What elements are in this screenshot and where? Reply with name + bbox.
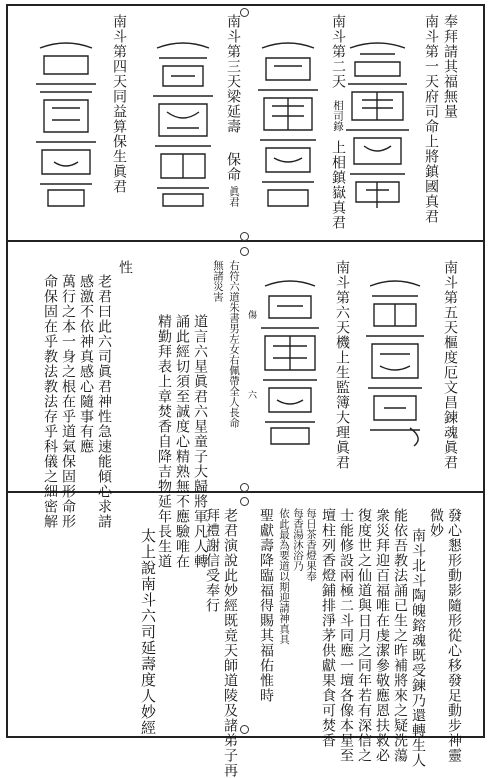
star-annot-2: 相司錄	[332, 100, 344, 132]
star-title-1: 南斗第一天府司命上將鎮國真君	[423, 14, 439, 224]
body-line: 老君演說此妙經既竟天師道陵及諸弟子再	[222, 508, 238, 778]
small-note: 依此最為要道以期迎請神真具	[278, 508, 290, 645]
star-title-2b: 上相鎮嶽真君	[330, 140, 346, 230]
talisman-1	[340, 40, 415, 210]
talisman-instruction: 右符六道朱書男左女右佩帶全人長命	[228, 260, 240, 428]
star-title-6: 南斗第六天機上生監簿大理眞君	[334, 260, 350, 470]
fold-mark	[240, 247, 249, 256]
star-title-4: 南斗第四天同益算保生眞君	[111, 14, 127, 194]
commentary-line: 精勤拜表上章焚香自降吉物延年長生道	[156, 314, 172, 569]
ending-title: 太上說南斗六司延壽度人妙經	[139, 528, 157, 736]
commentary-line: 老君曰此六司眞君神性急速能傾心求請	[96, 274, 112, 529]
fold-mark	[240, 483, 249, 492]
body-line: 微妙	[428, 508, 444, 538]
body-line: 衆災拜迎百福唯在虔潔參敬應恩扶救必	[374, 508, 390, 763]
commentary-line: 感激不依神真感心隨事有應	[78, 274, 94, 454]
talisman-3	[147, 40, 219, 210]
commentary-line: 誦此經切須至誠度心精熟無不應驗唯在	[174, 314, 190, 569]
talisman-instruction-2: 無諸災害	[212, 260, 224, 302]
fold-mark	[240, 8, 249, 17]
fold-mark	[240, 232, 249, 241]
fold-mark	[240, 497, 249, 506]
commentary-heading: 性	[117, 260, 133, 275]
commentary-line: 道言六星眞君六星童子大歸將軍凡人轉	[192, 314, 208, 569]
body-line: 士能修設兩極二斗同應一壇各像本星至	[338, 508, 354, 763]
small-note: 每日茶香燈果奉	[305, 508, 317, 582]
body-line: 壇柱列香燈鋪排淨茅供獻果食可焚香	[320, 508, 336, 748]
small-note: 每香湯沐浴乃	[292, 508, 304, 571]
body-line: 南斗北斗陶魄鎔魂既受鍊乃還轉生人	[410, 528, 426, 768]
fold-mark	[240, 725, 249, 734]
talisman-2	[252, 40, 324, 210]
star-title-3b: 保命	[225, 152, 241, 182]
commentary-line: 萬行之本一身之根在乎道氣保固形命形	[60, 274, 76, 529]
star-title-3: 南斗第三天梁延壽	[225, 14, 241, 134]
talisman-4	[30, 40, 102, 210]
instruction-annot: 六	[246, 390, 256, 399]
star-annot-3: 眞君	[228, 186, 240, 207]
body-line: 發心懇形動影隨形從心移發足動步神靈	[446, 508, 462, 763]
body-line: 拜禮謝信受奉行	[204, 508, 220, 613]
body-line: 聖獻壽降臨福得賜其福佑惟時	[258, 508, 274, 703]
star-title-5: 南斗第五天樞度厄文昌鍊魂眞君	[442, 260, 458, 470]
intro-line: 奉拜請其福無量	[442, 14, 458, 119]
talisman-5	[360, 278, 430, 448]
commentary-line: 命保固在乎教法教法存乎科儀之細密解	[42, 274, 58, 529]
instruction-annot: 傷	[246, 310, 256, 319]
body-line: 復度世之仙道與日月之同年若有深信之	[356, 508, 372, 763]
talisman-6	[255, 278, 325, 448]
star-title-2: 南斗第二天	[330, 14, 346, 89]
body-line: 能依吾教法誦已生之昨補將來之疑洗蕩	[392, 508, 408, 763]
